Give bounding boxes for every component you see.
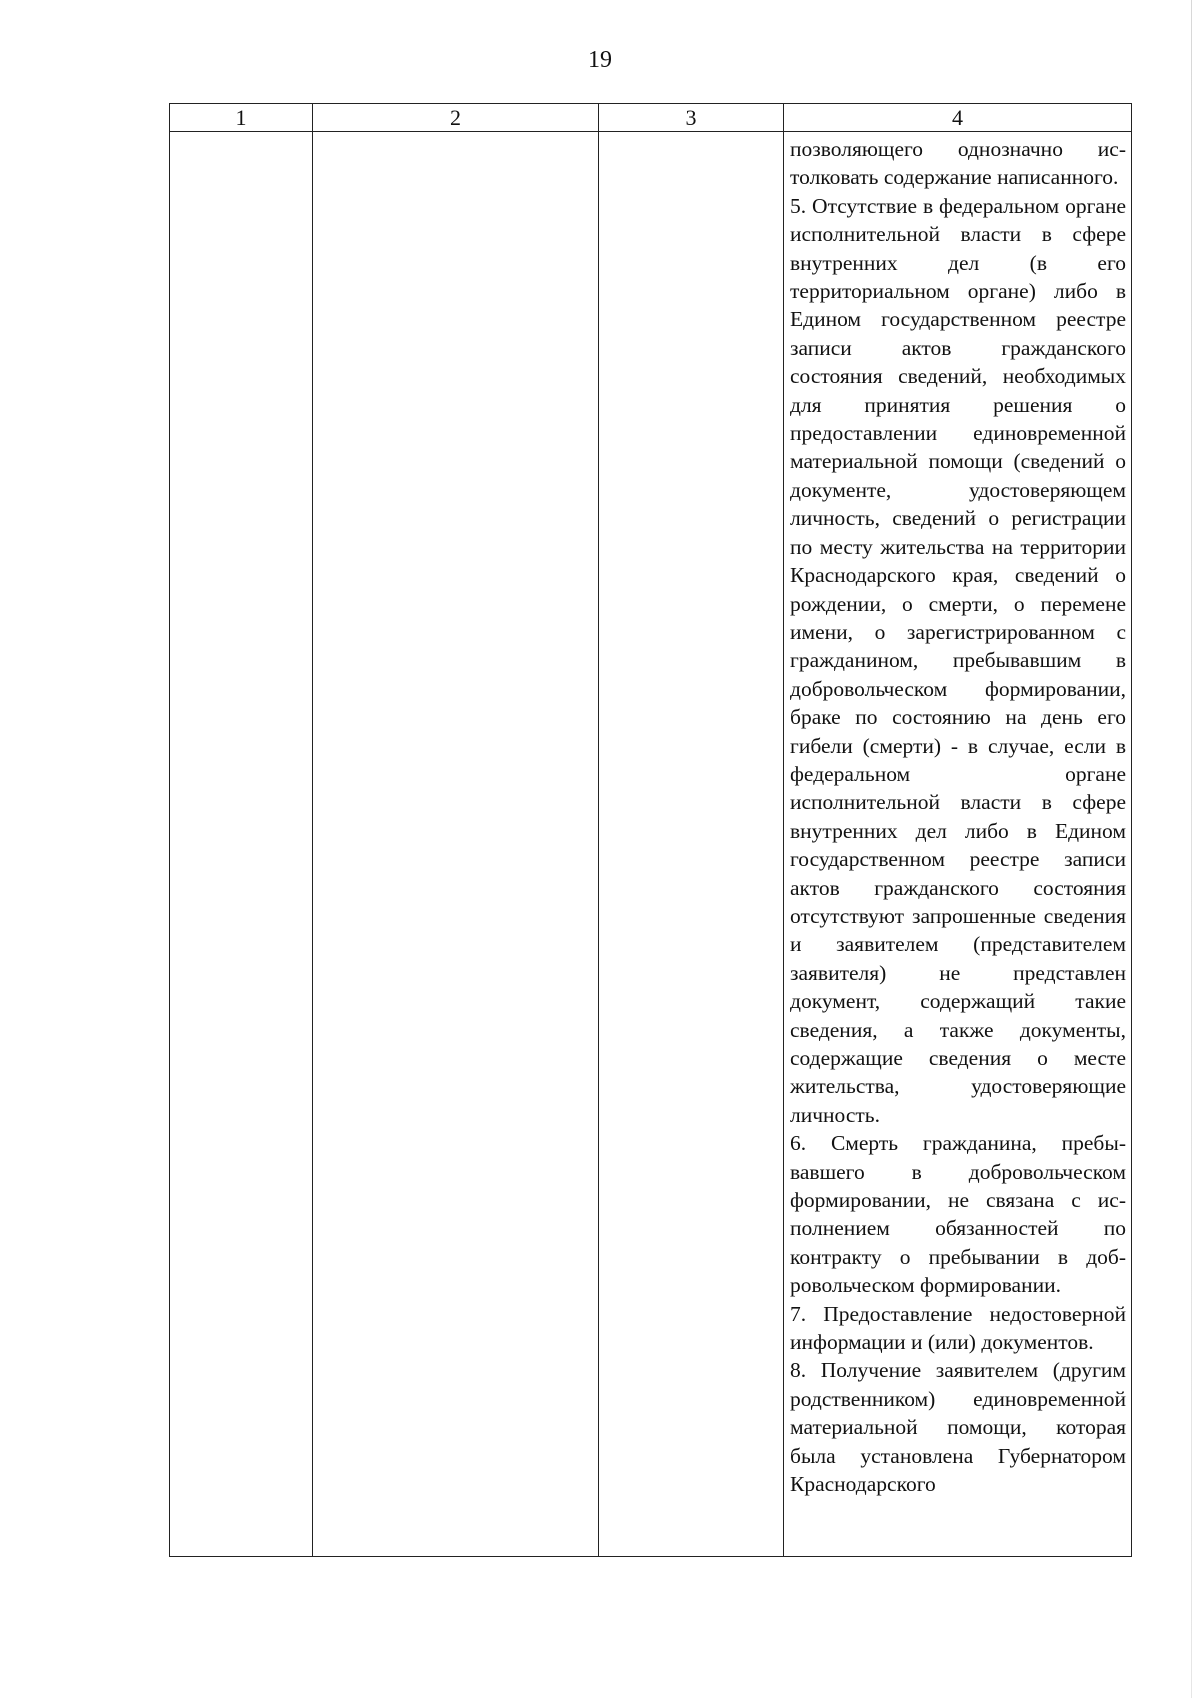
cell-col-2 [313,132,599,1557]
cell-col-1-text [170,132,312,135]
column-header-3: 3 [599,104,784,132]
column-header-1: 1 [170,104,313,132]
cell-col-3 [599,132,784,1557]
cell-col-4-text [784,132,1131,1499]
paragraph-item-8: 8. Получение заявителем (другим родственником) единовременной материальной помощи, которая была установлена Губернатором Краснодарского [790,1358,1126,1497]
scan-edge-line [1191,0,1192,1698]
document-table [169,103,1132,1557]
paragraph-continuation: позволяющего однозначно истолковать содержание написанного. [790,137,1126,190]
cell-col-1 [170,132,313,1557]
table-row [170,132,1132,1557]
cell-col-4 [784,132,1132,1557]
paragraph-item-7: 7. Предоставление недостоверной информации и (или) документов. [790,1301,1126,1355]
cell-col-3-text [599,132,783,135]
paragraph-item-5: 5. Отсутствие в федеральном органе исполнительной власти в сфере внутренних дел (в его территориальном органе) либо в Едином государственном реестре записи актов гражданского состояния сведений, необходимых для принятия решения о предоставлении единовременной материальной помощи (сведений о документе, удостоверяющем личность, сведений о регистрации по месту жительства на территории Краснодарского края, сведений о рождении, о смерти, о перемене имени, о зарегистрированном с гражданином, пребывавшим в добровольческом формировании, браке по состоянию на день его гибели (смерти) - в случае, если в федеральном органе исполнительной власти в сфере внутренних дел либо в Едином государственном реестре записи актов гражданского состояния отсутствуют запрошенные сведения и заявителем (представителем заявителя) не представлен документ, содержащий такие сведения, а также документы, содержащие сведения о месте жительства, удостоверяющие личность. [790,193,1126,1127]
column-header-2: 2 [313,104,599,132]
table-header-row [170,104,1132,132]
paragraph-item-6: 6. Смерть гражданина, пребывавшего в добровольческом формировании, не связана с исполнением обязанностей по контракту о пребывании в добровольческом формировании. [790,1131,1126,1298]
column-header-4: 4 [784,104,1132,132]
cell-col-2-text [313,132,598,135]
page-number: 19 [588,47,612,73]
